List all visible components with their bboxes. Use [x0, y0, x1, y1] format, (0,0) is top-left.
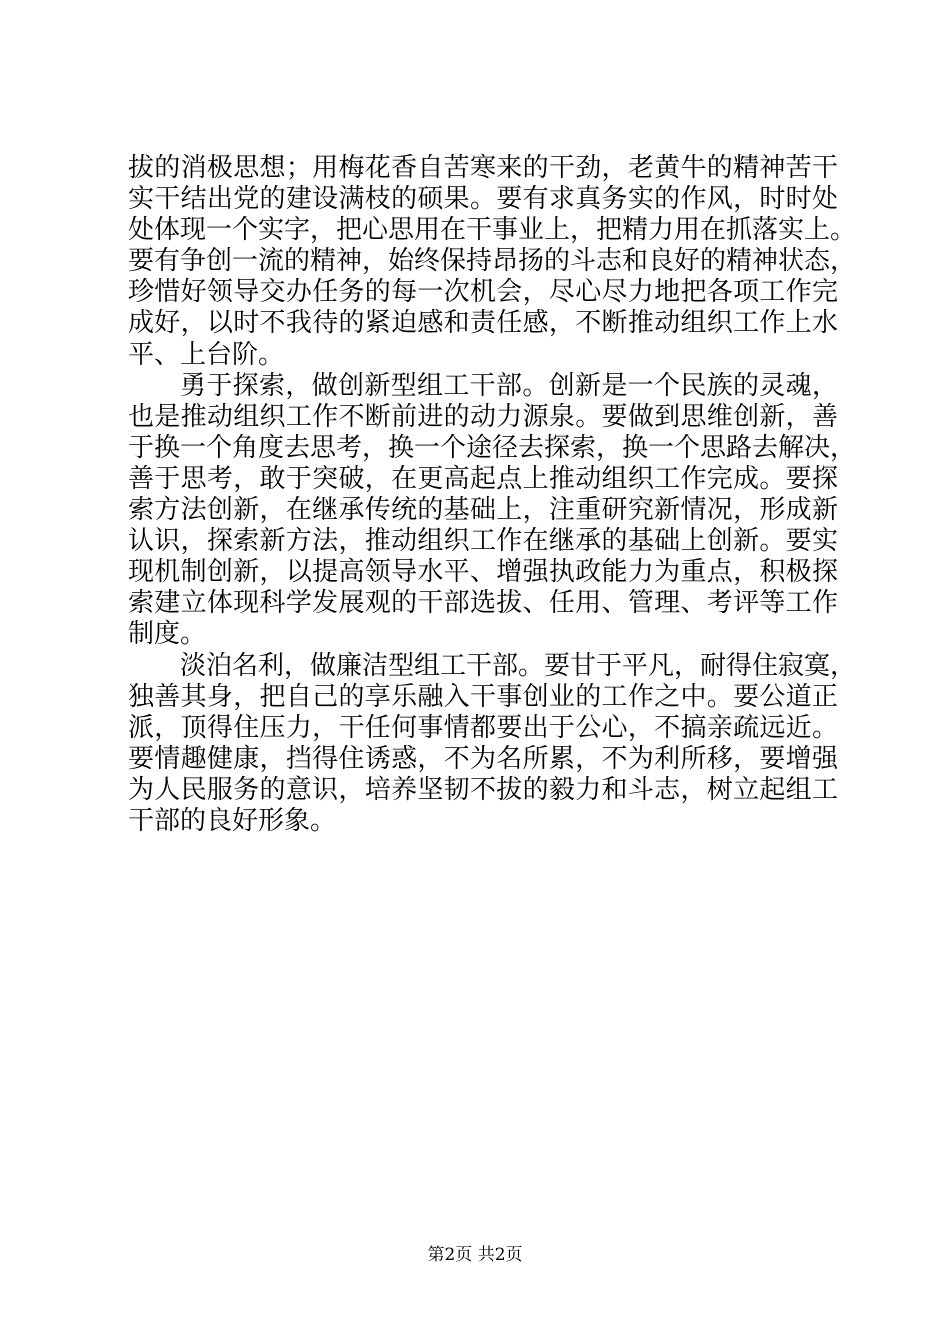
text-line: 处体现一个实字，把心思用在干事业上，把精力用在抓落实上。 — [128, 215, 857, 246]
text-line: 制度。 — [128, 619, 207, 650]
text-line: 派，顶得住压力，干任何事情都要出于公心，不搞亲疏远近。 — [128, 712, 838, 743]
text-line: 干部的良好形象。 — [128, 805, 337, 836]
text-line: 要情趣健康，挡得住诱惑，不为名所累，不为利所移，要增强 — [128, 743, 838, 774]
text-line: 珍惜好领导交办任务的每一次机会，尽心尽力地把各项工作完 — [128, 277, 838, 308]
text-line: 要有争创一流的精神，始终保持昂扬的斗志和良好的精神状态， — [128, 246, 857, 277]
page-footer: 第2页 共2页 — [427, 1245, 523, 1265]
text-line: 实干结出党的建设满枝的硕果。要有求真务实的作风，时时处 — [128, 184, 838, 215]
text-line: 为人民服务的意识，培养坚韧不拔的毅力和斗志，树立起组工 — [128, 774, 838, 805]
text-line: 独善其身，把自己的享乐融入干事创业的工作之中。要公道正 — [128, 681, 838, 712]
document-body — [128, 153, 857, 837]
text-line: 索建立体现科学发展观的干部选拔、任用、管理、考评等工作 — [128, 588, 838, 619]
text-line: 也是推动组织工作不断前进的动力源泉。要做到思维创新，善 — [128, 401, 838, 432]
text-line: 索方法创新，在继承传统的基础上，注重研究新情况，形成新 — [128, 495, 838, 526]
text-line: 平、上台阶。 — [128, 339, 285, 370]
text-line: 勇于探索，做创新型组工干部。创新是一个民族的灵魂， — [180, 370, 838, 401]
text-line: 于换一个角度去思考，换一个途径去探索，换一个思路去解决， — [128, 432, 857, 463]
text-line: 淡泊名利，做廉洁型组工干部。要甘于平凡，耐得住寂寞， — [180, 650, 857, 681]
text-line: 现机制创新，以提高领导水平、增强执政能力为重点，积极探 — [128, 557, 838, 588]
text-line: 善于思考，敢于突破，在更高起点上推动组织工作完成。要探 — [128, 463, 838, 494]
text-line: 认识，探索新方法，推动组织工作在继承的基础上创新。要实 — [128, 526, 838, 557]
text-line: 成好，以时不我待的紧迫感和责任感，不断推动组织工作上水 — [128, 308, 838, 339]
text-line: 拔的消极思想；用梅花香自苦寒来的干劲，老黄牛的精神苦干 — [128, 153, 838, 183]
